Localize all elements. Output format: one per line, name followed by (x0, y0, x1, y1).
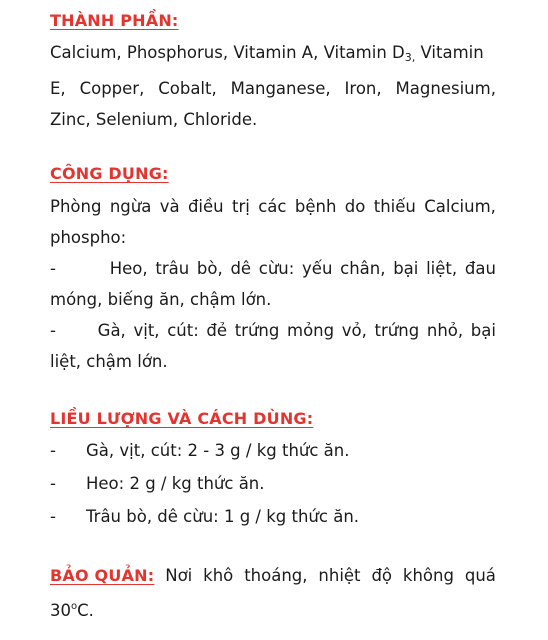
storage-line-2 (50, 591, 496, 626)
ingredients-line-2 (50, 73, 496, 104)
dosage-text: Trâu bò, dê cừu: 1 g / kg thức ăn. (86, 507, 360, 526)
word: dê (230, 259, 252, 278)
word: Heo, (109, 259, 148, 278)
word: do (344, 197, 366, 216)
dosage-item-2 (50, 467, 496, 500)
word: bệnh (294, 197, 337, 216)
word: chân, (340, 259, 386, 278)
word: thiếu (373, 197, 416, 216)
word: cút: (167, 321, 199, 340)
word: đẻ (206, 321, 228, 340)
ingredients-text: Calcium, Phosphorus, Vitamin A, Vitamin D (50, 43, 405, 62)
word: Cobalt, (158, 79, 217, 98)
uses-item-1-line-2: móng, biếng ăn, chậm lớn. (50, 290, 272, 309)
degree-symbol: o (71, 601, 78, 612)
uses-item-2-line-2: liệt, chậm lớn. (50, 352, 168, 371)
word: Phòng (50, 197, 102, 216)
storage-line-1 (50, 560, 496, 591)
word: bò, (196, 259, 223, 278)
section-ingredients (50, 8, 496, 135)
word: không (402, 566, 454, 585)
uses-item-2-line-1 (50, 315, 496, 346)
word: nhiệt (318, 566, 361, 585)
ingredients-heading: THÀNH PHẦN: (50, 11, 179, 30)
dosage-item-3 (50, 500, 496, 533)
temperature-value: 30 (50, 601, 71, 620)
dosage-text: Heo: 2 g / kg thức ăn. (86, 474, 265, 493)
word: cừu: (258, 259, 295, 278)
dosage-heading: LIỀU LƯỢNG VÀ CÁCH DÙNG: (50, 409, 314, 428)
word: trị (232, 197, 250, 216)
ingredients-line-1 (50, 37, 496, 73)
word: trứng (234, 321, 280, 340)
word: khô (203, 566, 234, 585)
word: Gà, (97, 321, 126, 340)
section-dosage (50, 406, 496, 533)
storage-heading: BẢO QUẢN: (50, 566, 155, 585)
bullet-dash: - (50, 507, 56, 526)
bullet-dash: - (50, 474, 56, 493)
word: ngừa (109, 197, 152, 216)
word: E, (50, 79, 66, 98)
word: nhỏ, (426, 321, 464, 340)
uses-item-1-line-1 (50, 253, 496, 284)
word: vịt, (133, 321, 160, 340)
uses-intro-line-1 (50, 191, 496, 222)
word: Iron, (344, 79, 382, 98)
section-uses (50, 161, 496, 377)
section-storage (50, 560, 496, 626)
bullet-dash: - (50, 321, 56, 340)
word: Nơi (165, 566, 193, 585)
word: Magnesium, (395, 79, 496, 98)
ingredients-text: Vitamin (415, 43, 484, 62)
temperature-unit: C. (77, 601, 94, 620)
word: bại (470, 321, 496, 340)
word: đau (464, 259, 496, 278)
word: Copper, (79, 79, 145, 98)
ingredients-subscript: 3, (404, 51, 416, 64)
bullet-dash: - (50, 259, 56, 278)
word: độ (371, 566, 393, 585)
word: thoáng, (244, 566, 308, 585)
word: bại (393, 259, 419, 278)
word: liệt, (426, 259, 458, 278)
uses-heading: CÔNG DỤNG: (50, 164, 169, 183)
word: trâu (155, 259, 190, 278)
word: yếu (302, 259, 333, 278)
uses-intro-line-2: phospho: (50, 228, 127, 247)
word: và (159, 197, 180, 216)
word: mỏng (287, 321, 335, 340)
word: vỏ, (341, 321, 367, 340)
word: quá (464, 566, 496, 585)
bullet-dash: - (50, 441, 56, 460)
word: trứng (374, 321, 420, 340)
dosage-text: Gà, vịt, cút: 2 - 3 g / kg thức ăn. (86, 441, 350, 460)
dosage-item-1 (50, 434, 496, 467)
word: Calcium, (424, 197, 496, 216)
word: Manganese, (230, 79, 331, 98)
word: điều (187, 197, 224, 216)
word: các (258, 197, 287, 216)
ingredients-line-3: Zinc, Selenium, Chloride. (50, 110, 258, 129)
